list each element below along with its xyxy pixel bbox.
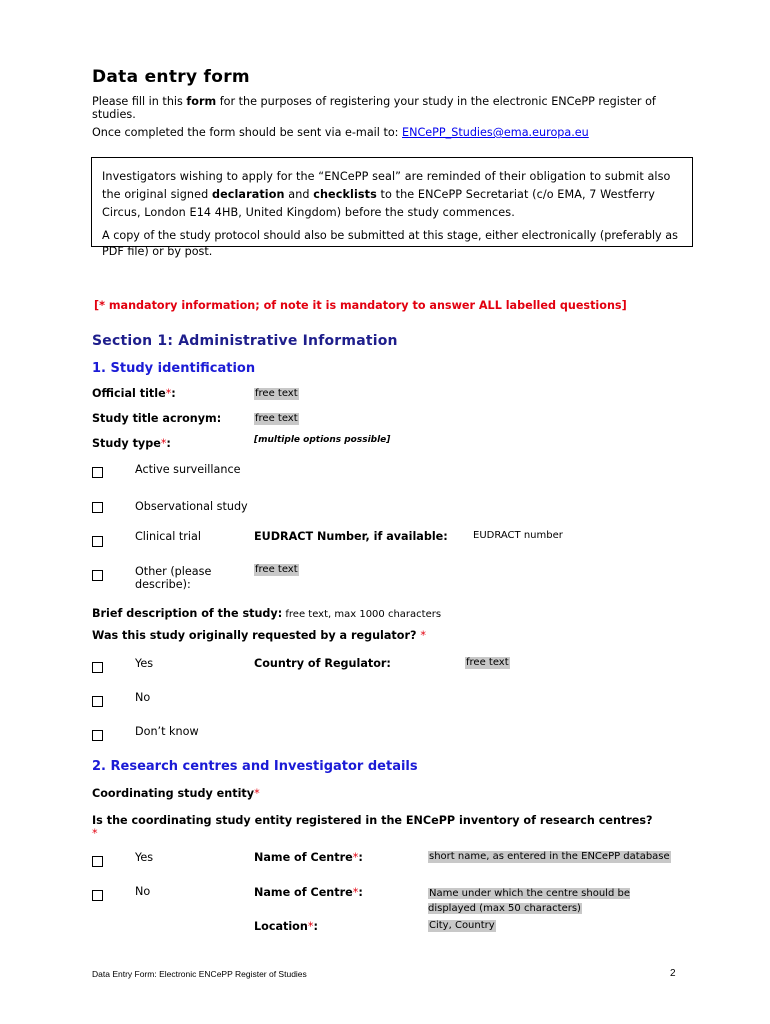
official-title-label: Official title*: bbox=[92, 387, 176, 400]
eudract-label: EUDRACT Number, if available: bbox=[254, 530, 448, 543]
study-type-label: Study type*: bbox=[92, 437, 171, 450]
seal-notice-text: Investigators wishing to apply for the “ENCePP seal” are reminded of their obligation to submit also the original signed declaration and checklists to the ENCePP Secretariat (c/o EMA, 7 Westferry Circus, London E14 4HB, United Kingdom) before the study commences. bbox=[102, 170, 671, 219]
checkbox-active-surveillance[interactable] bbox=[92, 467, 103, 478]
acronym-label: Study title acronym: bbox=[92, 412, 222, 425]
subsection-study-identification: 1. Study identification bbox=[92, 361, 256, 376]
checkbox-registered-yes[interactable] bbox=[92, 856, 103, 867]
section-title: Section 1: Administrative Information bbox=[92, 333, 398, 349]
option-other: Other (please describe): bbox=[135, 565, 212, 591]
email-instruction: Once completed the form should be sent via e-mail to: ENCePP_Studies@ema.europa.eu bbox=[92, 126, 589, 139]
multiple-options-note: [multiple options possible] bbox=[254, 435, 391, 445]
option-observational-study: Observational study bbox=[135, 500, 248, 513]
subsection-research-centres: 2. Research centres and Investigator details bbox=[92, 759, 418, 774]
country-of-regulator-input[interactable]: free text bbox=[466, 657, 509, 668]
option-active-surveillance: Active surveillance bbox=[135, 463, 241, 476]
other-describe-input[interactable]: free text bbox=[255, 564, 298, 575]
country-of-regulator-label: Country of Regulator: bbox=[254, 657, 391, 670]
mandatory-note: [* mandatory information; of note it is mandatory to answer ALL labelled questions] bbox=[94, 299, 627, 312]
brief-description: Brief description of the study: free text, max 1000 characters bbox=[92, 607, 442, 620]
centre-display-name-input[interactable]: Name under which the centre should be displayed (max 50 characters) bbox=[428, 888, 630, 914]
eudract-input[interactable]: EUDRACT number bbox=[473, 530, 563, 541]
page-title: Data entry form bbox=[92, 67, 250, 87]
checkbox-registered-no[interactable] bbox=[92, 890, 103, 901]
name-of-centre-label: Name of Centre*: bbox=[254, 851, 363, 864]
location-label: Location*: bbox=[254, 920, 318, 933]
acronym-input[interactable]: free text bbox=[255, 413, 298, 424]
checkbox-regulator-dont-know[interactable] bbox=[92, 730, 103, 741]
official-title-input[interactable]: free text bbox=[255, 388, 298, 399]
location-input[interactable]: City, Country bbox=[429, 920, 495, 931]
protocol-notice-text: A copy of the study protocol should also be submitted at this stage, either electronically (preferably as PDF file) or by post. bbox=[102, 229, 678, 258]
checkbox-regulator-yes[interactable] bbox=[92, 662, 103, 673]
page-number: 2 bbox=[670, 968, 676, 979]
option-regulator-dont-know: Don’t know bbox=[135, 725, 199, 738]
centre-short-name-input[interactable]: short name, as entered in the ENCePP database bbox=[429, 851, 670, 862]
brief-description-input[interactable]: free text, max 1000 characters bbox=[282, 609, 442, 620]
email-link[interactable]: ENCePP_Studies@ema.europa.eu bbox=[402, 126, 589, 139]
seal-notice-box bbox=[91, 157, 693, 258]
option-registered-no: No bbox=[135, 885, 151, 898]
option-registered-yes: Yes bbox=[135, 851, 154, 864]
checkbox-observational-study[interactable] bbox=[92, 502, 103, 513]
option-clinical-trial: Clinical trial bbox=[135, 530, 201, 543]
coordinating-entity-label: Coordinating study entity* bbox=[92, 787, 260, 800]
checkbox-other[interactable] bbox=[92, 570, 103, 581]
option-regulator-no: No bbox=[135, 691, 151, 704]
option-regulator-yes: Yes bbox=[135, 657, 154, 670]
checkbox-clinical-trial[interactable] bbox=[92, 536, 103, 547]
name-of-centre-label-2: Name of Centre*: bbox=[254, 886, 363, 899]
intro-paragraph: Please fill in this form for the purposes of registering your study in the electronic ENCePP register of studies. bbox=[92, 95, 656, 121]
checkbox-regulator-no[interactable] bbox=[92, 696, 103, 707]
footer-text: Data Entry Form: Electronic ENCePP Register of Studies bbox=[92, 969, 307, 979]
registered-question: Is the coordinating study entity registered in the ENCePP inventory of research centres? * bbox=[92, 814, 653, 840]
regulator-question: Was this study originally requested by a regulator? * bbox=[92, 629, 426, 642]
